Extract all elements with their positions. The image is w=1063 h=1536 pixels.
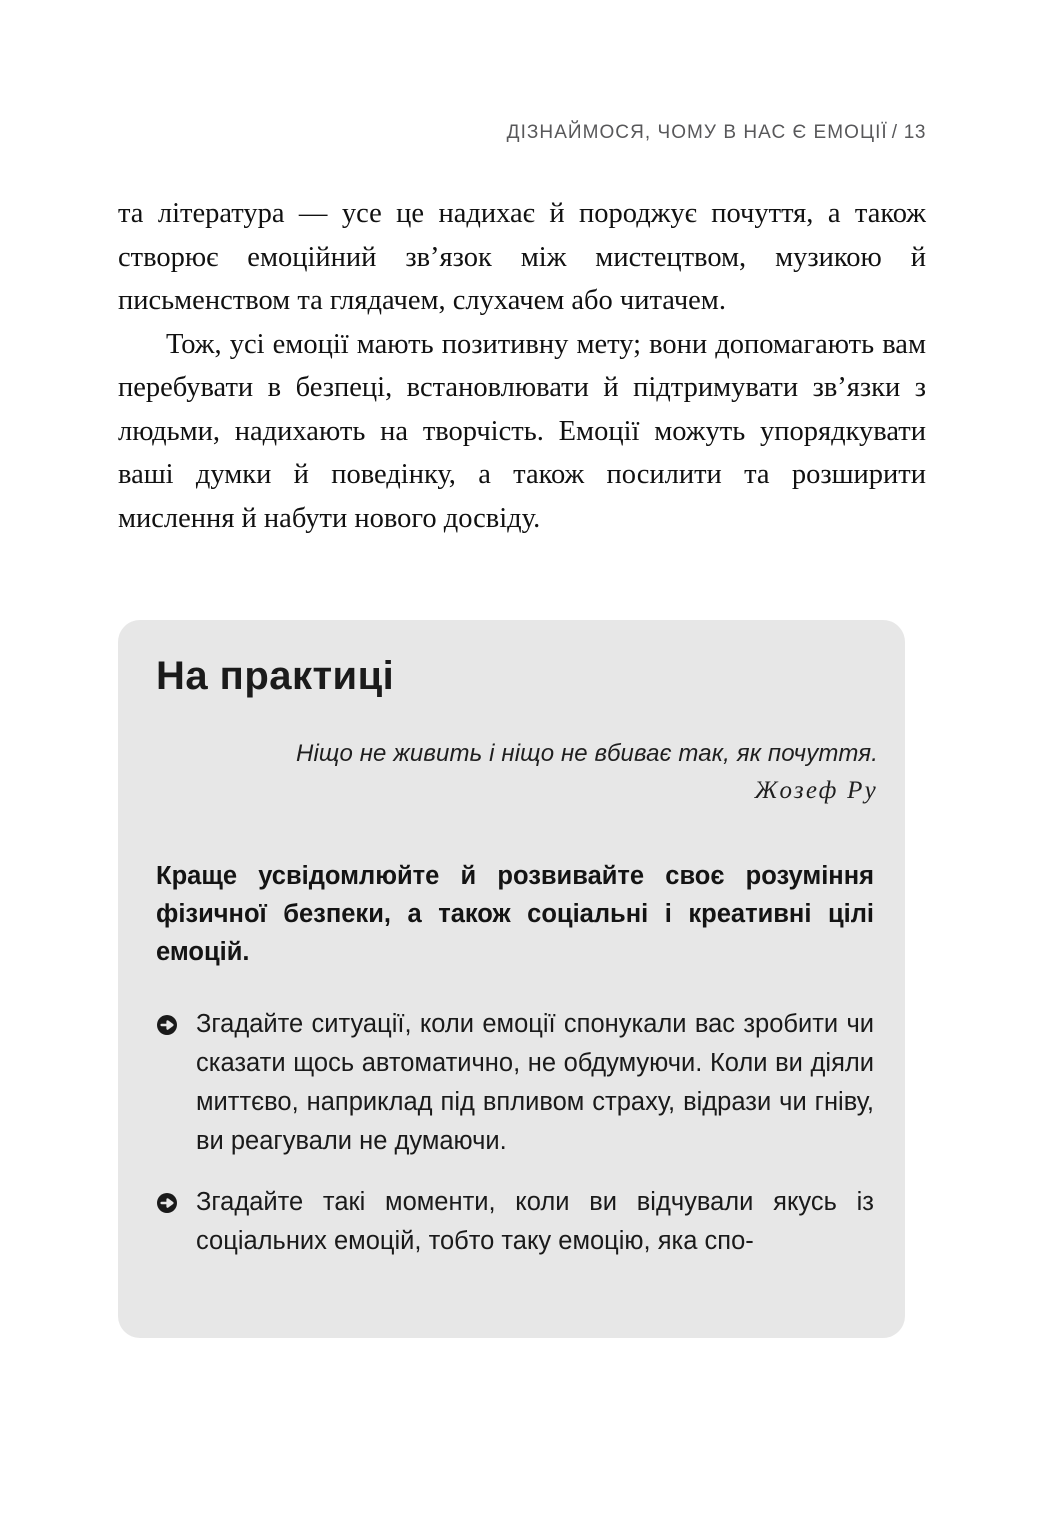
list-item-text: Згадайте ситуації, коли емоції спонукали вас зробити чи сказати щось автоматично, не обдумуючи. Коли ви діяли миттєво, наприклад під впливом страху, відрази чи гніву, ви реагували не думаючи. xyxy=(196,1010,874,1155)
list-item-text: Згадайте такі моменти, коли ви відчували якусь із соціальних емоцій, тобто таку емоцію, яка спо- xyxy=(196,1188,874,1255)
running-head-separator: / xyxy=(891,122,898,143)
running-head xyxy=(0,122,926,144)
body-paragraph: та література — усе це надихає й породжує почуття, а також створює емоційний зв’язок між мистецтвом, музикою й письменством та глядачем, слухачем або читачем. xyxy=(118,198,926,316)
arrow-circle-right-icon xyxy=(156,1013,180,1037)
practice-bullet-list xyxy=(156,971,878,1261)
list-item xyxy=(156,1183,874,1261)
epigraph-quote-text: Ніщо не живить і ніщо не вбиває так, як почуття. xyxy=(296,740,878,767)
epigraph-quote-author: Жозеф Ру xyxy=(754,777,878,804)
practice-callout-content xyxy=(156,620,878,1261)
practice-callout-title: На практиці xyxy=(156,654,395,698)
running-head-title: ДІЗНАЙМОСЯ, ЧОМУ В НАС Є ЕМОЦІЇ xyxy=(506,122,888,143)
arrow-circle-right-icon xyxy=(156,1191,180,1215)
epigraph-quote xyxy=(156,737,878,809)
body-paragraph: Тож, усі емоції мають позитивну мету; вони допомагають вам перебувати в безпеці, встановлювати й підтримувати зв’язки з людьми, надихають на творчість. Емоції можуть упорядкувати ваші думки й поведінку, а також посилити та розширити мислення й набути нового досвіду. xyxy=(118,328,926,534)
page-number: 13 xyxy=(903,122,926,143)
practice-callout-box xyxy=(118,620,905,1338)
list-item xyxy=(156,1005,874,1161)
body-text-column xyxy=(118,192,926,540)
practice-lead-paragraph: Краще усвідомлюйте й розвивайте своє розуміння фізичної безпеки, а також соціальні і креативні цілі емоцій. xyxy=(156,862,874,966)
